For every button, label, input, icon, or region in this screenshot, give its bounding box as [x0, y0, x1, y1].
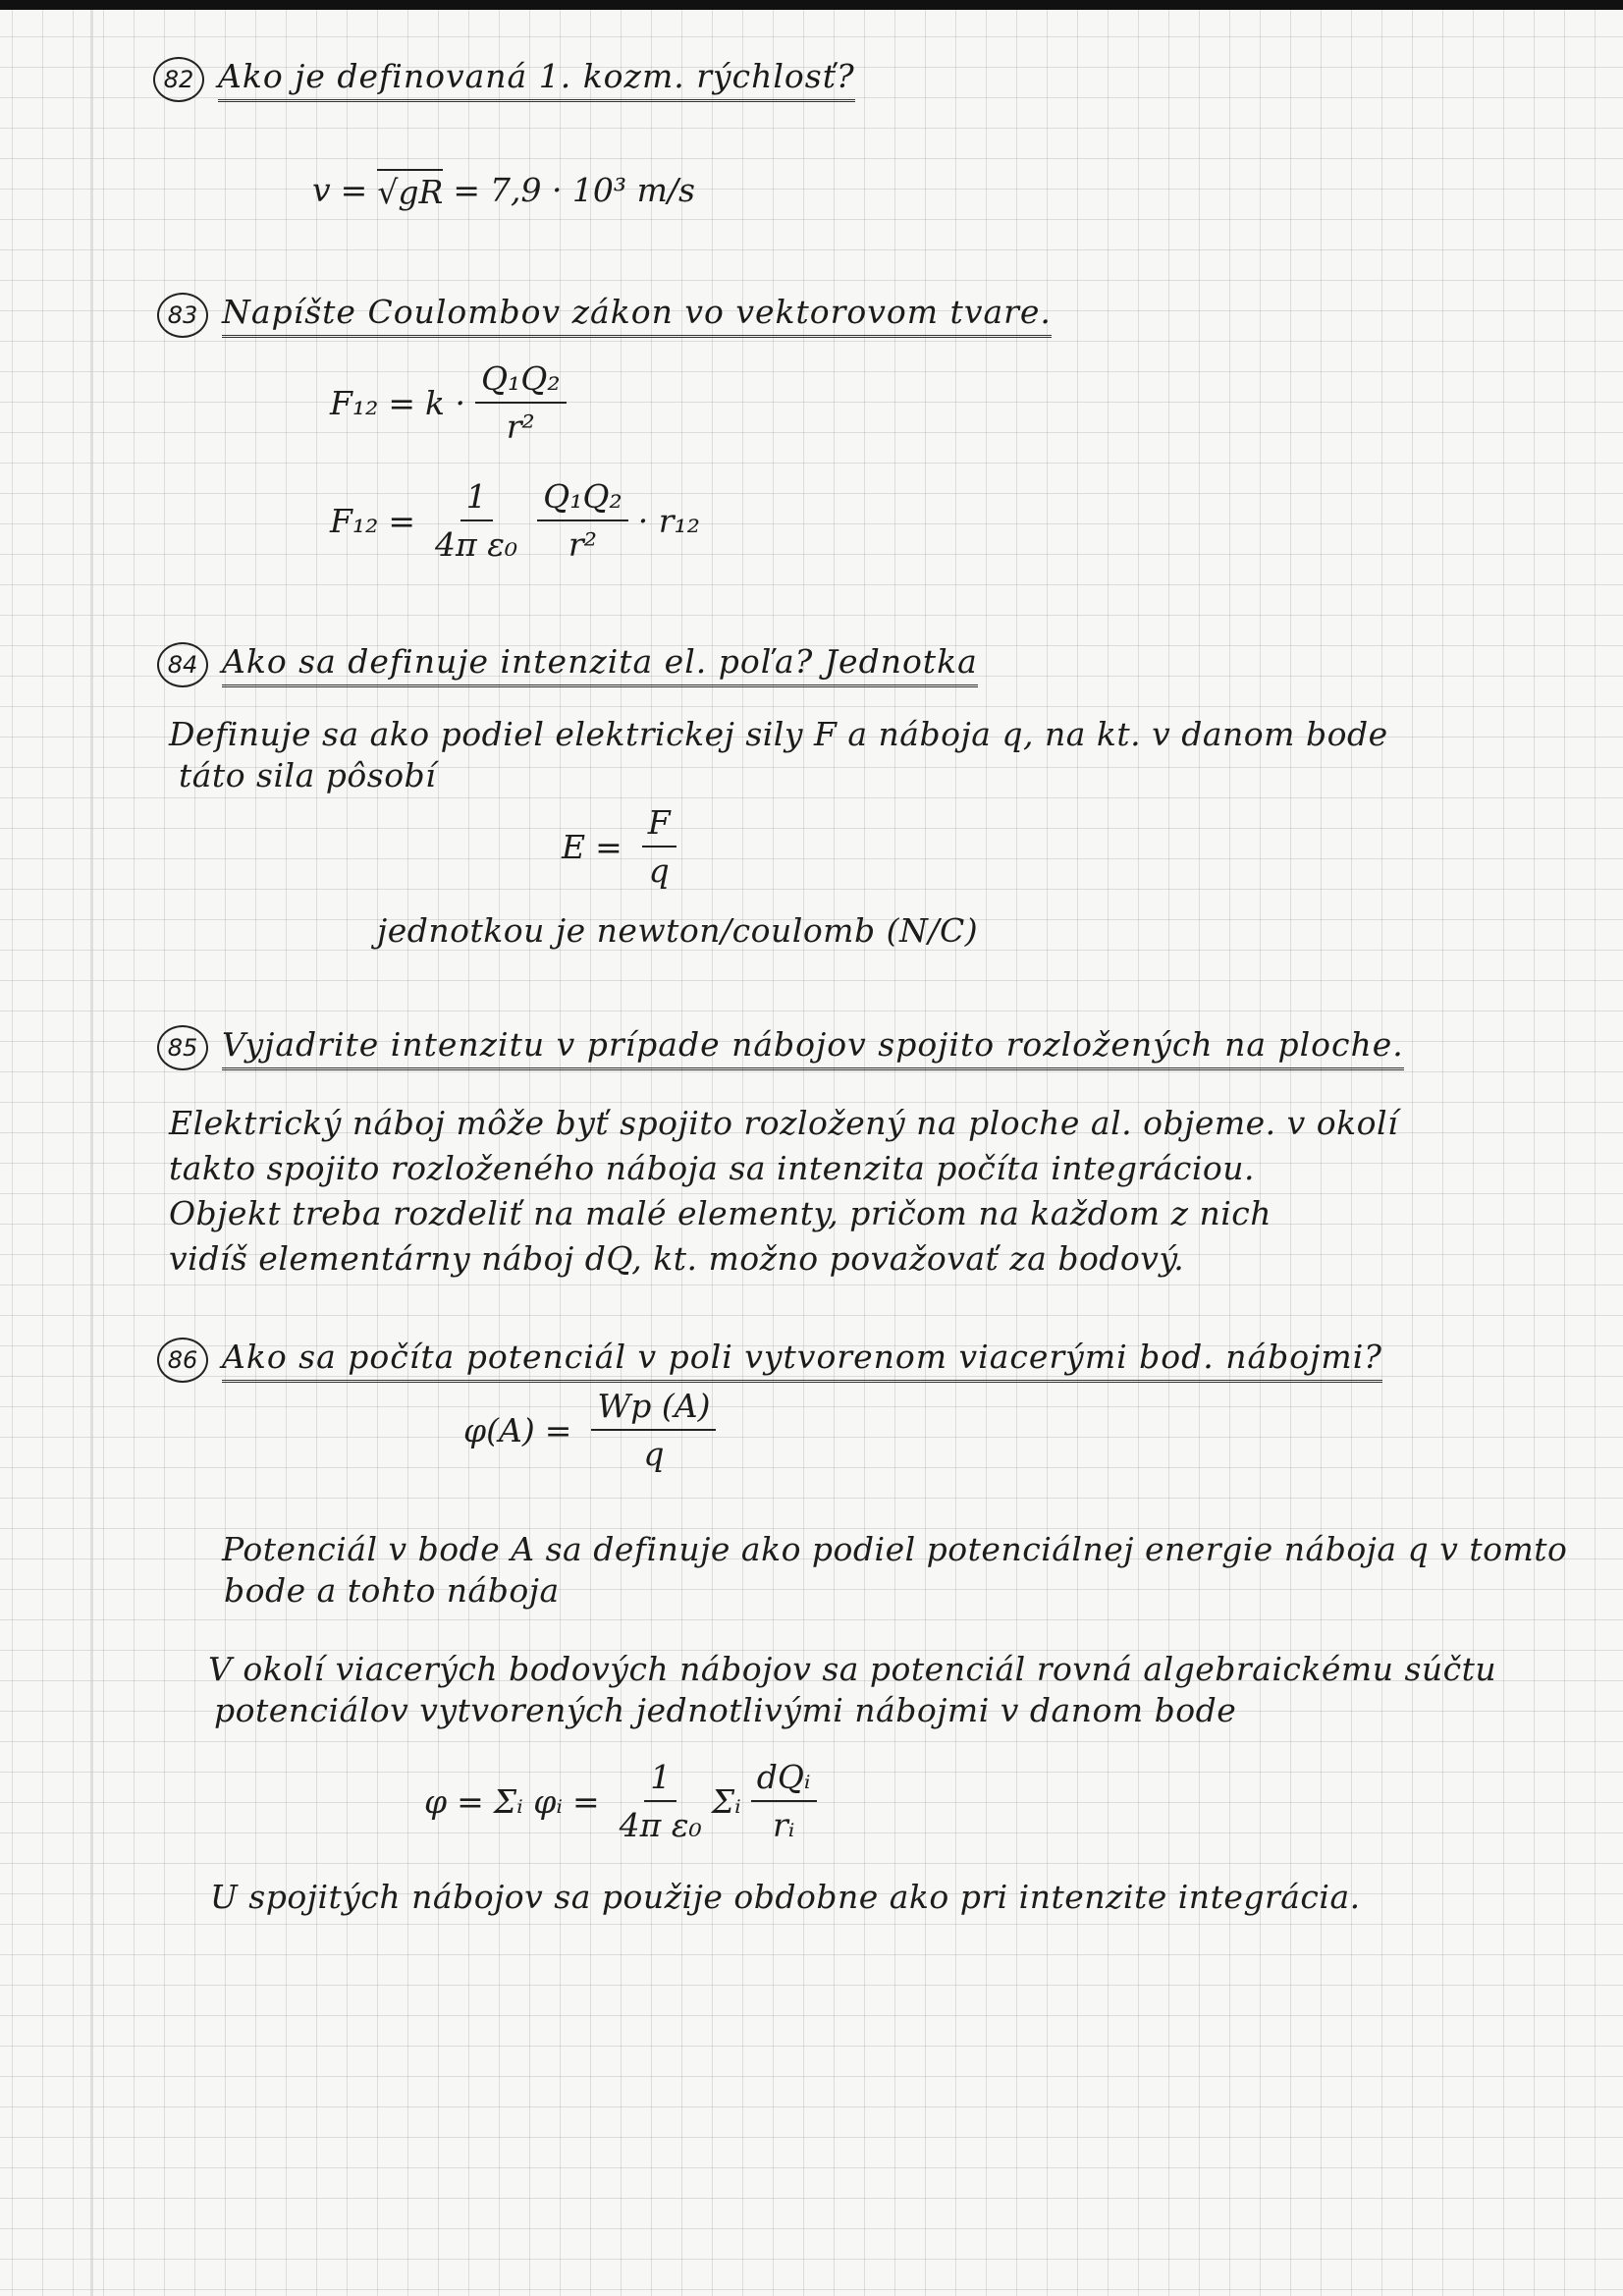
formula-lhs: v	[312, 171, 331, 209]
fraction-numerator: Q₁Q₂	[537, 477, 628, 521]
fraction	[591, 1387, 716, 1473]
answer-86-para1-line-1: Potenciál v bode A sa definuje ako podiel potenciálnej energie náboja q v tomto	[222, 1530, 1568, 1568]
question-number-84: 84	[157, 642, 208, 687]
equals-sign: =	[388, 383, 416, 422]
formula-coulomb-scalar	[330, 359, 576, 446]
fraction-denominator: r²	[568, 525, 597, 564]
fraction-denominator: q	[648, 851, 670, 890]
equals-sign: =	[340, 171, 368, 209]
formula-coulomb-vector	[330, 477, 700, 564]
equals-sign: =	[457, 1781, 484, 1821]
fraction	[751, 1758, 817, 1844]
question-text-82: Ako je definovaná 1. kozm. rýchlosť?	[218, 57, 855, 102]
question-number-85: 85	[157, 1025, 208, 1070]
formula-lhs: F₁₂	[330, 501, 379, 540]
question-82	[153, 57, 855, 102]
equals-sign: =	[453, 171, 480, 209]
question-text-84: Ako sa definuje intenzita el. poľa? Jednotka	[222, 642, 978, 687]
answer-85-line-4: vidíš elementárny náboj dQ, kt. možno považovať za bodový.	[169, 1239, 1185, 1278]
equals-sign: =	[571, 1781, 600, 1821]
question-84	[157, 642, 978, 687]
answer-85-line-1: Elektrický náboj môže byť spojito rozložený na ploche al. objeme. v okolí	[169, 1104, 1399, 1142]
answer-84-line-2: táto sila pôsobí	[179, 756, 437, 794]
coulomb-constant: k ·	[425, 383, 465, 422]
fraction-numerator: 1	[460, 477, 493, 521]
fraction	[475, 359, 567, 446]
question-text-85: Vyjadrite intenzitu v prípade nábojov spojito rozložených na ploche.	[222, 1025, 1404, 1070]
answer-86-closing: U spojitých nábojov sa použije obdobne ako pri intenzite integrácia.	[210, 1878, 1361, 1916]
question-number-86: 86	[157, 1338, 208, 1383]
answer-85-line-2: takto spojito rozloženého náboja sa intenzita počíta integráciou.	[169, 1149, 1256, 1187]
unit-vector-term: · r₁₂	[637, 501, 700, 540]
answer-84-unit: jednotkou je newton/coulomb (N/C)	[377, 911, 979, 950]
fraction	[435, 477, 517, 564]
answer-86-para1-line-2: bode a tohto náboja	[224, 1571, 560, 1610]
equals-sign: =	[544, 1410, 572, 1449]
answer-84-line-1: Definuje sa ako podiel elektrickej sily F a náboja q, na kt. v danom bode	[169, 715, 1388, 753]
page-margin-line	[90, 10, 93, 2296]
formula-lhs: F₁₂	[330, 383, 379, 422]
formula-lhs: E	[562, 827, 586, 866]
fraction	[620, 1758, 702, 1844]
question-85	[157, 1025, 1404, 1070]
formula-potential	[463, 1387, 726, 1473]
question-text-86: Ako sa počíta potenciál v poli vytvorenom viacerými bod. nábojmi?	[222, 1338, 1382, 1383]
formula-field-intensity	[562, 803, 686, 890]
equals-sign: =	[595, 827, 622, 866]
sqrt-term: √gR	[377, 169, 443, 211]
fraction	[537, 477, 628, 564]
question-86	[157, 1338, 1382, 1383]
fraction-denominator: rᵢ	[772, 1806, 795, 1844]
answer-85-line-3: Objekt treba rozdeliť na malé elementy, pričom na každom z nich	[169, 1194, 1271, 1232]
answer-86-para2-line-1: V okolí viacerých bodových nábojov sa potenciál rovná algebraickému súčtu	[208, 1650, 1497, 1688]
formula-cosmic-velocity	[312, 169, 695, 211]
scan-top-edge	[0, 0, 1623, 10]
fraction-numerator: Wp (A)	[591, 1387, 716, 1431]
fraction	[642, 803, 676, 890]
formula-lhs: φ(A)	[463, 1410, 535, 1449]
velocity-value: 7,9 · 10³ m/s	[489, 171, 695, 209]
fraction-denominator: 4π ε₀	[435, 525, 518, 564]
question-text-83: Napíšte Coulombov zákon vo vektorovom tvare.	[222, 293, 1052, 338]
fraction-denominator: q	[643, 1435, 665, 1473]
fraction-numerator: F	[642, 803, 676, 847]
formula-potential-superposition	[424, 1758, 827, 1844]
fraction-denominator: r²	[506, 408, 535, 446]
fraction-numerator: Q₁Q₂	[475, 359, 567, 404]
question-83	[157, 293, 1052, 338]
fraction-denominator: 4π ε₀	[619, 1806, 702, 1844]
question-number-82: 82	[153, 57, 204, 102]
answer-86-para2-line-2: potenciálov vytvorených jednotlivými nábojmi v danom bode	[214, 1691, 1237, 1729]
fraction-numerator: dQᵢ	[751, 1758, 817, 1802]
equals-sign: =	[388, 501, 416, 540]
formula-lhs: φ	[424, 1781, 448, 1821]
sum-term: Σᵢ φᵢ	[493, 1781, 563, 1821]
question-number-83: 83	[157, 293, 208, 338]
fraction-numerator: 1	[644, 1758, 676, 1802]
sum-symbol: Σᵢ	[711, 1781, 741, 1821]
